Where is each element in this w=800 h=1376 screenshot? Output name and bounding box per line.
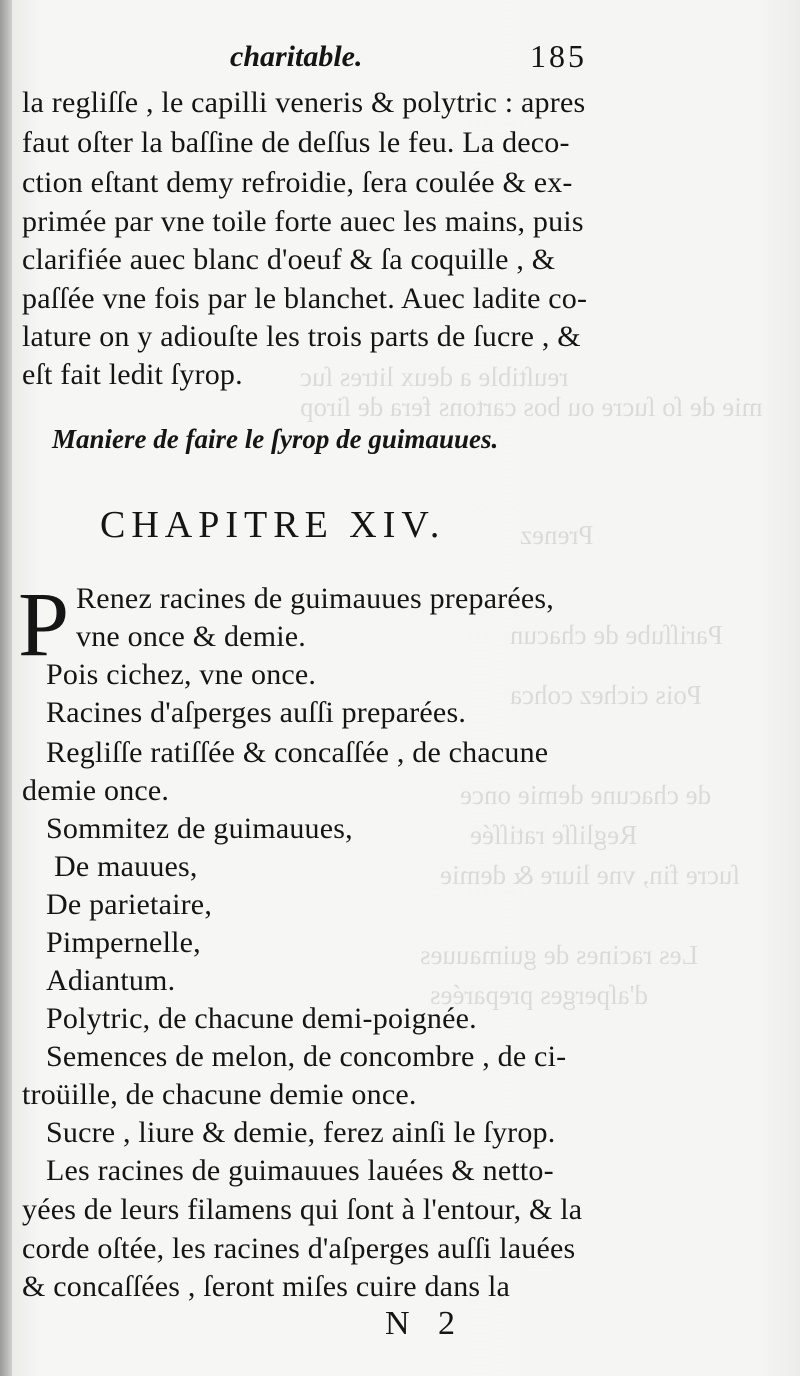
- text-line: Sommitez de guimauues,: [46, 812, 353, 845]
- bleed-through-text: de chacune demie once: [460, 780, 712, 810]
- text-line: Pois cichez, vne once.: [46, 658, 317, 691]
- text-line: la regliſſe , le capilli veneris & polytric : apres: [22, 86, 586, 119]
- text-line: faut oſter la baſſine de deſſus le feu. La deco-: [22, 126, 570, 159]
- text-line: De mauues,: [54, 850, 198, 883]
- text-line: corde oſtée, les racines d'aſperges auſſi lauées: [22, 1232, 576, 1265]
- text-line: Sucre , liure & demie, ferez ainſi le ſyrop.: [46, 1116, 556, 1149]
- bleed-through-text: Pois cichez cohca: [510, 680, 702, 710]
- bleed-through-text: Pariſſube de chacun: [510, 620, 723, 650]
- text-line: vne once & demie.: [76, 620, 306, 653]
- text-line: De parietaire,: [46, 888, 213, 921]
- text-line: troüille, de chacune demie once.: [22, 1078, 417, 1111]
- bleed-through-text: Prenez: [520, 520, 594, 550]
- text-line: Polytric, de chacune demi-poignée.: [46, 1002, 477, 1035]
- text-line: Semences de melon, de concombre , de ci-: [46, 1040, 567, 1073]
- text-line: yées de leurs filamens qui ſont à l'entour, & la: [22, 1193, 583, 1226]
- chapter-heading: CHAPITRE XIV.: [100, 504, 446, 546]
- page-gutter-shadow: [0, 0, 12, 1376]
- text-line: eſt fait ledit ſyrop.: [22, 358, 243, 391]
- text-line: & concaſſées , ſeront miſes cuire dans la: [22, 1270, 511, 1303]
- text-line: paſſée vne fois par le blanchet. Auec ladite co-: [22, 282, 588, 315]
- running-header: charitable.: [230, 40, 363, 73]
- signature-mark: N 2: [385, 1305, 466, 1342]
- text-line: Regliſſe ratiſſée & concaſſée , de chacune: [46, 736, 549, 769]
- text-line: demie once.: [22, 774, 170, 807]
- text-line: ction eſtant demy refroidie, ſera coulée & ex-: [22, 166, 573, 199]
- text-line: primée par vne toile forte auec les mains, puis: [22, 205, 584, 238]
- text-line: Renez racines de guimauues preparées,: [76, 582, 555, 615]
- text-line: Adiantum.: [46, 964, 176, 997]
- drop-cap: P: [18, 573, 70, 675]
- text-line: lature on y adiouſte les trois parts de ſucre , &: [22, 320, 581, 353]
- bleed-through-text: d'aſperges preparées: [430, 980, 649, 1010]
- bleed-through-text: ſucre fin, vne liure & demie: [440, 860, 740, 890]
- page-number: 185: [530, 38, 587, 74]
- text-line: Pimpernelle,: [46, 926, 201, 959]
- bleed-through-text: Regliſſe ratiſſée: [470, 820, 638, 850]
- section-subtitle: Maniere de faire le ſyrop de guimauues.: [52, 424, 499, 454]
- bleed-through-text: Les racines de guimauues: [420, 940, 699, 970]
- text-line: Racines d'aſperges auſſi preparées.: [46, 696, 467, 729]
- bleed-through-text: reuſtible a deux litres ſuc: [300, 362, 569, 392]
- bleed-through-text: mie de ſo ſucre ou bos cartons fera de ſirop: [300, 392, 763, 422]
- text-line: Les racines de guimauues lauées & netto-: [46, 1154, 554, 1187]
- text-line: clarifiée auec blanc d'oeuf & ſa coquille , &: [22, 243, 556, 276]
